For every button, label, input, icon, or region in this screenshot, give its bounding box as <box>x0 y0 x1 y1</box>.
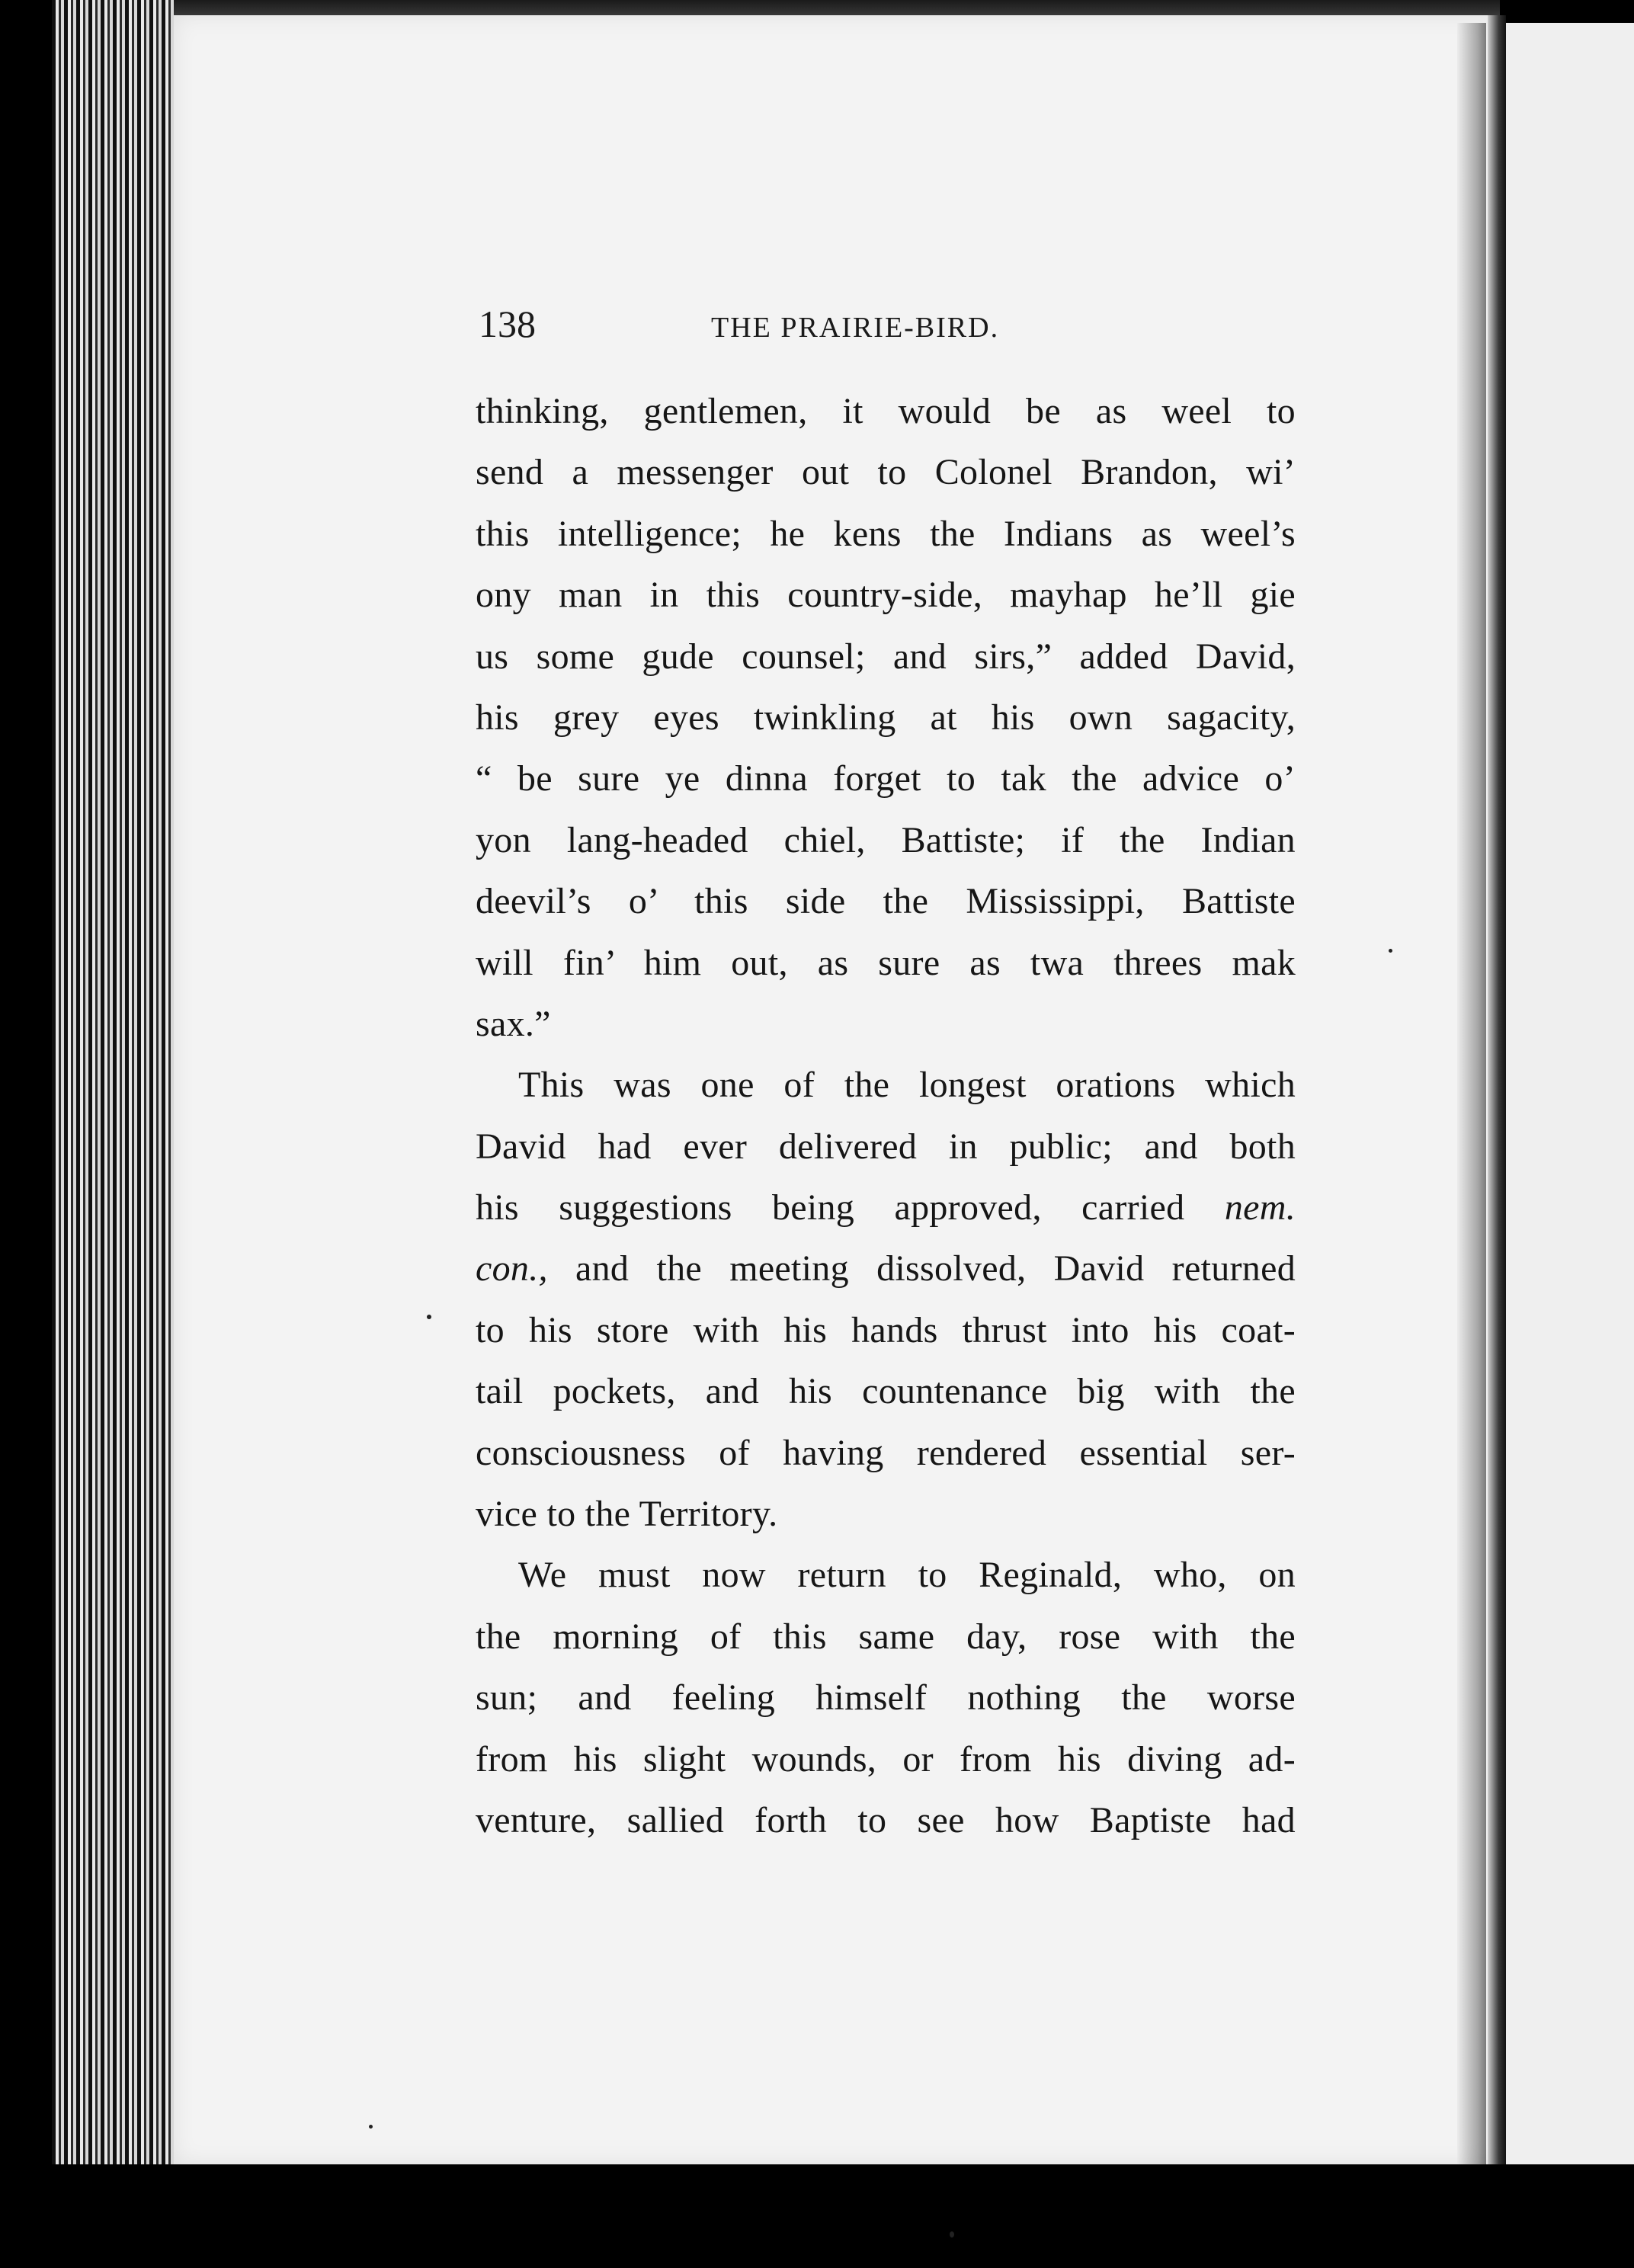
text-line: yon lang-headed chiel, Battiste; if the Indian <box>476 819 1296 860</box>
text-line: the morning of this same day, rose with the <box>476 1616 1296 1657</box>
text-line-mixed <box>476 1238 1296 1299</box>
text-run: and the meeting dissolved, David returned <box>575 1248 1296 1289</box>
running-title: THE PRAIRIE-BIRD. <box>711 312 1000 344</box>
text-line: to his store with his hands thrust into his coat- <box>476 1309 1296 1350</box>
text-line: thinking, gentlemen, it would be as weel to <box>476 391 1296 431</box>
italic-text-run: nem. <box>1224 1187 1296 1228</box>
text-line: ony man in this country-side, mayhap he’ll gie <box>476 575 1296 616</box>
text-line: vice to the Territory. <box>476 1494 778 1535</box>
dust-speck <box>950 2231 954 2238</box>
text-line: sax.” <box>476 1003 551 1044</box>
text-line: David had ever delivered in public; and both <box>476 1126 1296 1167</box>
text-line: from his slight wounds, or from his diving ad- <box>476 1738 1296 1779</box>
dust-speck <box>369 2125 373 2129</box>
text-line: us some gude counsel; and sirs,” added David, <box>476 636 1296 677</box>
text-line-mixed <box>476 1177 1296 1238</box>
dust-speck <box>1389 949 1392 953</box>
text-line: tail pockets, and his countenance big with the <box>476 1371 1296 1412</box>
book-gutter <box>1488 15 1506 2164</box>
text-line: his grey eyes twinkling at his own sagacity, <box>476 697 1296 738</box>
paragraph <box>476 1055 1296 1545</box>
text-line: this intelligence; he kens the Indians as weel’s <box>476 513 1296 554</box>
text-line: sun; and feeling himself nothing the worse <box>476 1677 1296 1719</box>
paragraph <box>476 1545 1296 1851</box>
text-run: his suggestions being approved, carried <box>476 1187 1185 1228</box>
text-line: deevil’s o’ this side the Mississippi, Battiste <box>476 881 1296 922</box>
text-line: We must now return to Reginald, who, on <box>518 1555 1296 1596</box>
book-page-edges <box>52 0 178 2180</box>
text-line: consciousness of having rendered essential ser- <box>476 1432 1296 1473</box>
body-text <box>476 381 1296 1851</box>
running-header <box>479 302 1294 355</box>
page-top-shadow <box>174 0 1500 17</box>
facing-page <box>1506 23 1634 2164</box>
paragraph <box>476 381 1296 1055</box>
text-line: This was one of the longest orations which <box>518 1065 1296 1106</box>
text-line: “ be sure ye dinna forget to tak the advice o’ <box>476 758 1296 799</box>
dust-speck <box>427 1315 431 1319</box>
page-number: 138 <box>479 303 536 345</box>
scan-bottom-border <box>0 2164 1634 2268</box>
italic-text-run: con., <box>476 1248 548 1289</box>
text-line: send a messenger out to Colonel Brandon, wi’ <box>476 452 1296 493</box>
text-line: will fin’ him out, as sure as twa threes mak <box>476 942 1296 983</box>
text-line: venture, sallied forth to see how Baptiste had <box>476 1799 1296 1840</box>
facing-page-shadow <box>1457 23 1486 2164</box>
